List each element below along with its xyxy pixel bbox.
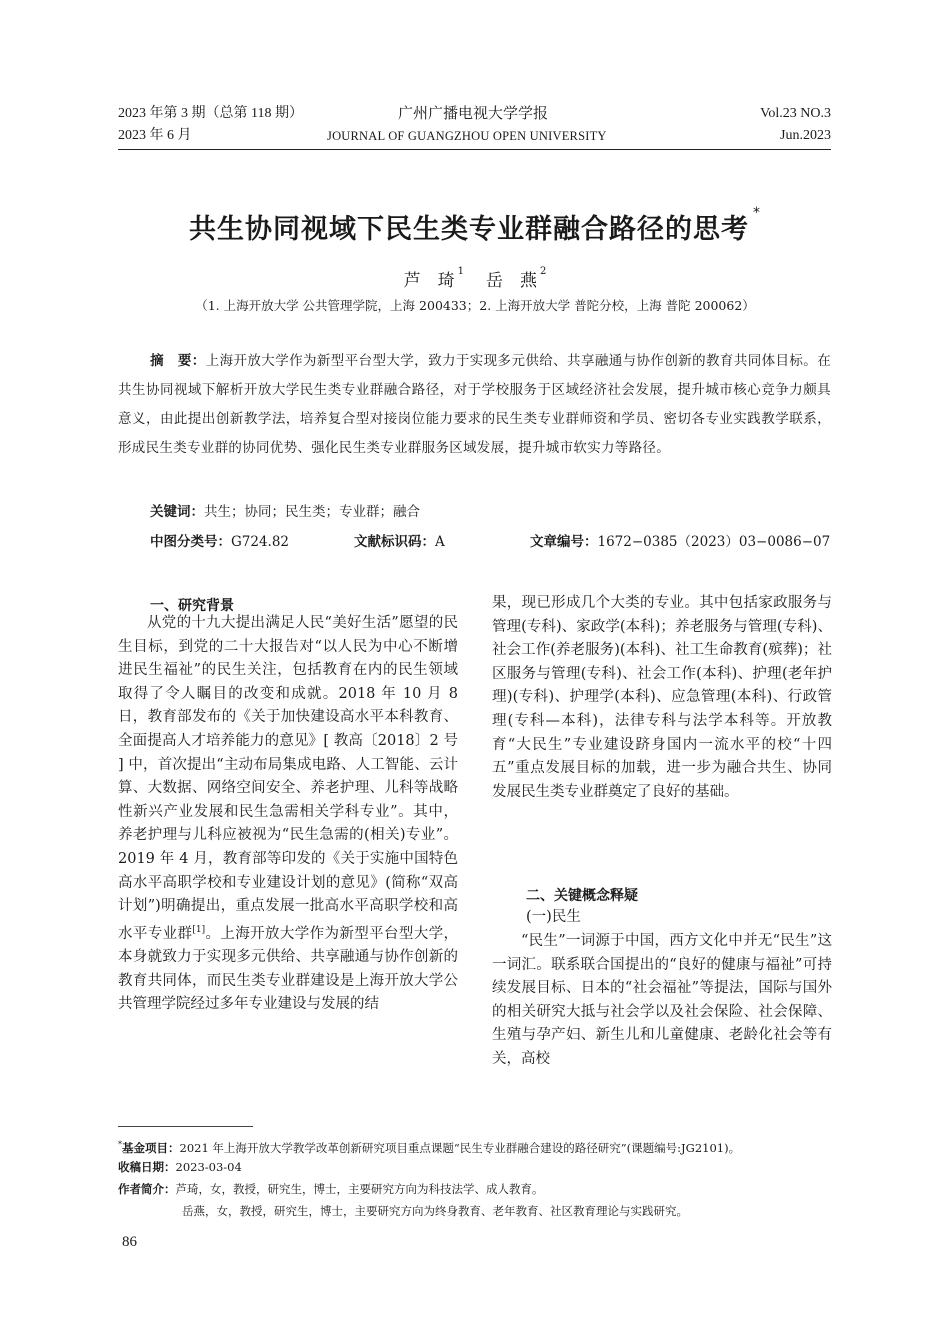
- body-paragraph: 果，现已形成几个大类的专业。其中包括家政服务与管理(专科)、家政学(本科)；养老服务与管理(专科)、社会工作(养老服务)(本科)、社工生命教育(殡葬)；社区服务与管理(专科)、社会工作(本科)、护理(老年护理)(专科)、护理学(本科)、应急管理(本科)、行政管理(专科—本科)，法律专科与法学本科等。开放教育“大民生”专业建设跻身国内一流水平的校“十四五”重点发展目标的加载，进一步为融合共生、协同发展民生类专业群奠定了良好的基础。: [492, 595, 832, 800]
- keywords: [150, 500, 420, 520]
- abstract: [118, 347, 831, 463]
- issue-date: 2023 年 6 月: [118, 128, 192, 143]
- keywords-label: 关键词：: [150, 504, 204, 520]
- fund-note: *基金项目：2021 年上海开放大学教学改革创新研究项目重点课题“民生专业群融合建设的路径研究”(课题编号:JG2101)。: [118, 1140, 741, 1155]
- abstract-text: 上海开放大学作为新型平台型大学，致力于实现多元供给、共享融通与协作创新的教育共同体目标。在共生协同视域下解析开放大学民生类专业群融合路径，对于学校服务于区域经济社会发展，提升城市核心竞争力颇具意义，由此提出创新教学法，培养复合型对接岗位能力要求的民生类专业群师资和学员、密切各专业实践教学联系，形成民生类专业群的协同优势、强化民生类专业群服务区域发展，提升城市软实力等路径。: [118, 353, 832, 456]
- section-1-title: 一、研究背景: [150, 598, 234, 614]
- journal-name-en: JOURNAL OF GUANGZHOU OPEN UNIVERSITY: [327, 129, 607, 143]
- journal-name-cn: 广州广播电视大学学报: [398, 106, 549, 122]
- footnote-rule: [118, 1126, 253, 1127]
- month-info: Jun.2023: [780, 128, 831, 143]
- author-affil-mark: 2: [540, 266, 547, 277]
- header-rule: [118, 149, 831, 150]
- body-paragraph: “民生”一词源于中国，西方文化中并无“民生”这一词汇。联系联合国提出的“良好的健康与福祉”可持续发展目标、日本的“社会福祉”等提法，国际与国外的相关研究大抵与社会学以及社会保险、社会保障、生殖与孕产妇、新生儿和儿童健康、老龄化社会等有关，高校: [492, 933, 832, 1067]
- author-bio-2: 岳燕，女，教授，研究生，博士，主要研究方向为终身教育、老年教育、社区教育理论与实践研究。: [182, 1204, 688, 1218]
- affiliation: （1. 上海开放大学 公共管理学院，上海 200433；2. 上海开放大学 普陀分校，上海 普陀 200062）: [195, 298, 755, 313]
- right-column-top: [492, 592, 832, 804]
- citation-ref: [1]: [192, 924, 206, 935]
- page-number: 86: [122, 1234, 137, 1250]
- received-date: 收稿日期：2023-03-04: [118, 1160, 242, 1174]
- author-name: 芦 琦: [403, 271, 455, 291]
- volume-info: Vol.23 NO.3: [760, 106, 831, 121]
- author-affil-mark: 1: [457, 266, 464, 277]
- title-footnote-mark: *: [753, 205, 761, 221]
- author-list: [0, 266, 950, 291]
- paper-title: 共生协同视域下民生类专业群融合路径的思考*: [189, 205, 761, 245]
- article-number: 文章编号：1672−0385（2023）03−0086−07: [530, 534, 831, 550]
- left-column: [118, 612, 458, 1017]
- issue-info: 2023 年第 3 期（总第 118 期）: [118, 106, 303, 121]
- right-column-bottom: [492, 930, 832, 1072]
- body-paragraph: 从党的十九大提出满足人民“美好生活”愿望的民生目标，到党的二十大报告对“以人民为中心不断增进民生福祉”的民生关注，包括教育在内的民生领域取得了令人瞩目的改变和成就。2018 年 10 月 8 日，教育部发布的《关于加快建设高水平本科教育、全面提高人才培养能力的意见》[ 教高〔2018〕2 号 ] 中，首次提出“主动布局集成电路、人工智能、云计算、大数据、网络空间安全、养老护理、儿科等战略性新兴产业发展和民生急需相关学科专业”。其中，养老护理与儿科应被视为“民生急需的(相关)专业”。2019 年 4 月，教育部等印发的《关于实施中国特色高水平高职学校和专业建设计划的意见》(简称“双高计划”)明确提出，重点发展一批高水平高职学校和高水平专业群[1]。上海开放大学作为新型平台型大学，本身就致力于实现多元供给、共享融通与协作创新的教育共同体，而民生类专业群建设是上海开放大学公共管理学院经过多年专业建设与发展的结: [118, 615, 458, 1013]
- subsection-title: (一)民生: [526, 909, 581, 925]
- clc-number: 中图分类号：G724.82: [150, 534, 290, 550]
- author-bio: 作者简介：芦琦，女，教授，研究生，博士，主要研究方向为科技法学、成人教育。: [118, 1182, 544, 1196]
- abstract-label: 摘 要：: [150, 353, 206, 369]
- keywords-text: 共生；协同；民生类；专业群；融合: [204, 504, 420, 520]
- document-code: 文献标识码：A: [354, 534, 445, 550]
- author-name: 岳 燕: [486, 271, 537, 291]
- section-2-title: 二、关键概念释疑: [526, 888, 638, 904]
